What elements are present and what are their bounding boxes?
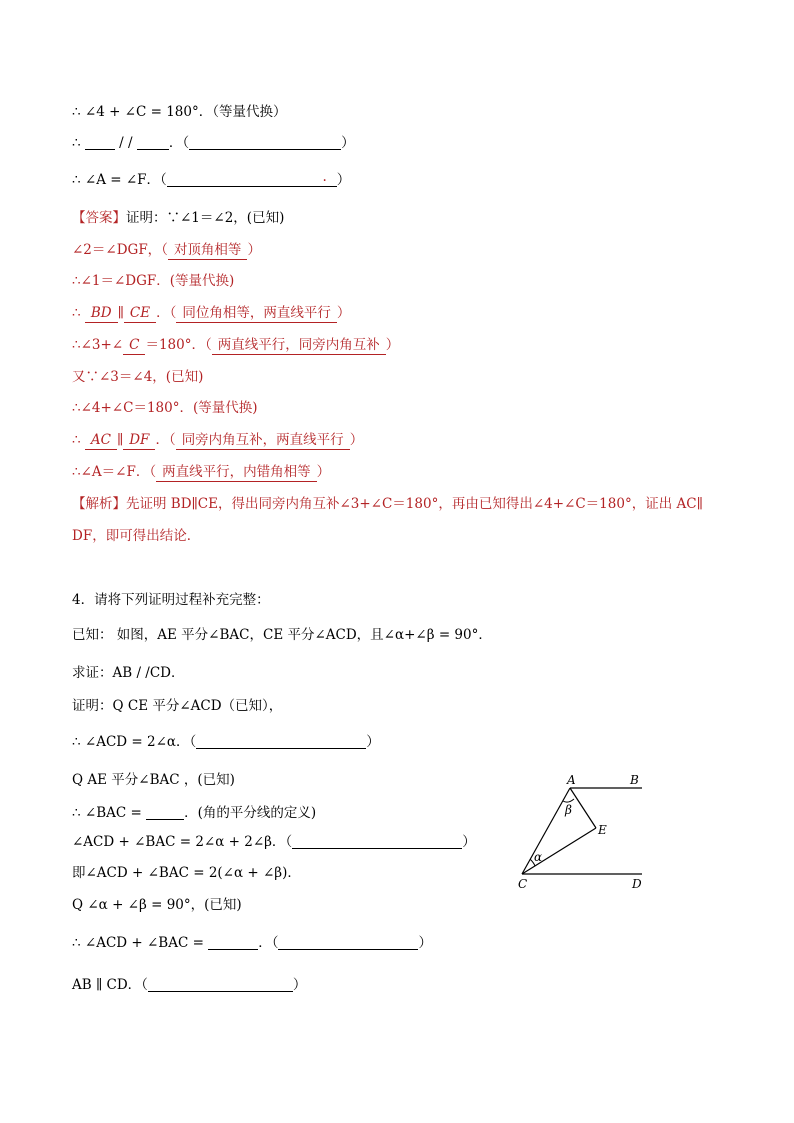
text: ．(角的平分线的定义): [184, 805, 317, 821]
label-e: E: [598, 823, 607, 837]
blank-reason[interactable]: [278, 935, 418, 950]
fill-a: BD: [85, 304, 118, 323]
answer-line-1: [72, 209, 284, 227]
text: ∴∠A＝∠F．（: [72, 464, 157, 480]
answer-tag: 【答案】: [72, 210, 126, 226]
open-paren: ．（: [168, 135, 190, 151]
q4-title: 4．请将下列证明过程补充完整：: [72, 592, 270, 608]
label-c: C: [518, 877, 528, 890]
segment-ac: [522, 788, 570, 874]
text: ∴ ∠ACD = 2∠α．（: [72, 734, 197, 750]
expr: ∴ ∠A = ∠F．（: [72, 172, 167, 188]
fill-a: AC: [85, 431, 117, 450]
parallel: ∥: [117, 305, 124, 321]
text: ）: [316, 464, 331, 480]
fill-b: DF: [123, 431, 155, 450]
text: ∠2＝∠DGF，（: [72, 242, 168, 258]
text: ）: [349, 432, 364, 448]
label-b: B: [630, 773, 639, 787]
answer-line-9: [72, 463, 330, 482]
text: ．（: [155, 432, 176, 448]
blank-reason[interactable]: [292, 834, 462, 849]
close-paren: ）: [336, 172, 351, 188]
text: ）: [247, 242, 261, 258]
label-beta: β: [565, 803, 572, 817]
red-dot: .: [322, 169, 327, 185]
text: ∴: [72, 305, 85, 321]
blank-angle[interactable]: [146, 805, 184, 820]
q4-proof-2: [72, 733, 380, 751]
text: AB ∥ CD．（: [72, 977, 148, 993]
text: ）: [462, 834, 476, 850]
analysis-line-2: DF，即可得出结论．: [72, 528, 201, 544]
close-paren: ）: [341, 135, 355, 151]
blank-reason[interactable]: [148, 977, 293, 992]
text: ）: [336, 305, 351, 321]
answer-text: 证明：∵∠1＝∠2，(已知): [126, 210, 285, 226]
expr: ∴ ∠4 + ∠C = 180°．: [72, 104, 213, 120]
q4-prove: 求证：AB / /CD．: [72, 665, 185, 681]
label-d: D: [632, 877, 642, 890]
geometry-figure: [510, 770, 650, 890]
reason: （等量代换）: [212, 104, 287, 120]
q4-proof-5: [72, 833, 476, 851]
q4-proof-1: 证明：Q CE 平分∠ACD（已知），: [72, 698, 283, 714]
blank-reason[interactable]: [167, 169, 337, 187]
parallel-sign: / /: [114, 135, 137, 151]
answer-line-7: ∴∠4+∠C＝180°．(等量代换): [72, 400, 258, 416]
text: ∴: [72, 432, 85, 448]
line-angle-a-f: [72, 171, 350, 189]
q4-proof-3: Q AE 平分∠BAC ，(已知): [72, 772, 235, 788]
analysis-text: 先证明 BD∥CE，得出同旁内角互补∠3+∠C＝180°，再由已知得出∠4+∠C＝180°，证出 AC∥: [126, 496, 703, 512]
q4-given: 已知： 如图，AE 平分∠BAC，CE 平分∠ACD，且∠α+∠β = 90°．: [72, 627, 492, 643]
text: ∠ACD + ∠BAC = 2∠α + 2∠β．（: [72, 834, 293, 850]
text: ．（: [156, 305, 177, 321]
answer-line-3: ∴∠1＝∠DGF．(等量代换): [72, 273, 235, 289]
text: ＝180°．（: [145, 337, 212, 353]
label-a: A: [567, 773, 576, 787]
fill-reason: 两直线平行，同旁内角互补: [212, 336, 386, 355]
blank-1[interactable]: [85, 135, 115, 150]
text: ∴ ∠ACD + ∠BAC =: [72, 935, 209, 951]
answer-line-6: 又∵∠3＝∠4，(已知): [72, 369, 204, 385]
fill-reason: 同位角相等，两直线平行: [176, 304, 337, 323]
answer-line-4: [72, 304, 350, 323]
label-alpha: α: [534, 850, 543, 864]
text: ）: [385, 337, 400, 353]
text: ．（: [258, 935, 279, 951]
answer-line-2: [72, 241, 261, 260]
answer-line-8: [72, 431, 363, 450]
text: ∴ ∠BAC =: [72, 805, 147, 821]
blank-value[interactable]: [208, 935, 258, 950]
q4-proof-8: [72, 934, 432, 952]
q4-proof-4: [72, 804, 316, 822]
text: ∴∠3+∠: [72, 337, 124, 353]
therefore: ∴: [72, 135, 85, 151]
fill-b: CE: [124, 304, 156, 323]
beta-arc: [563, 799, 574, 802]
text: ）: [292, 977, 307, 993]
answer-line-5: [72, 336, 399, 355]
analysis-tag: 【解析】: [72, 496, 126, 512]
analysis-line-1: [72, 495, 703, 513]
fill-reason: 两直线平行，内错角相等: [156, 463, 317, 482]
parallel: ∥: [116, 432, 124, 448]
fill: 对顶角相等: [168, 241, 248, 260]
q4-proof-6: 即∠ACD + ∠BAC = 2(∠α + ∠β)．: [72, 865, 301, 881]
text: ）: [366, 734, 380, 750]
fill-reason: 同旁内角互补，两直线平行: [176, 431, 350, 450]
blank-reason[interactable]: [189, 135, 341, 150]
q4-proof-7: Q ∠α + ∠β = 90°，(已知): [72, 897, 242, 913]
blank-reason[interactable]: [196, 734, 366, 749]
line-parallel-blank: [72, 134, 355, 152]
blank-2[interactable]: [137, 135, 169, 150]
fill-a: C: [123, 336, 145, 355]
line-angle4-sum: [72, 103, 286, 121]
segment-ae: [570, 788, 596, 828]
text: ）: [418, 935, 432, 951]
q4-proof-9: [72, 976, 306, 994]
